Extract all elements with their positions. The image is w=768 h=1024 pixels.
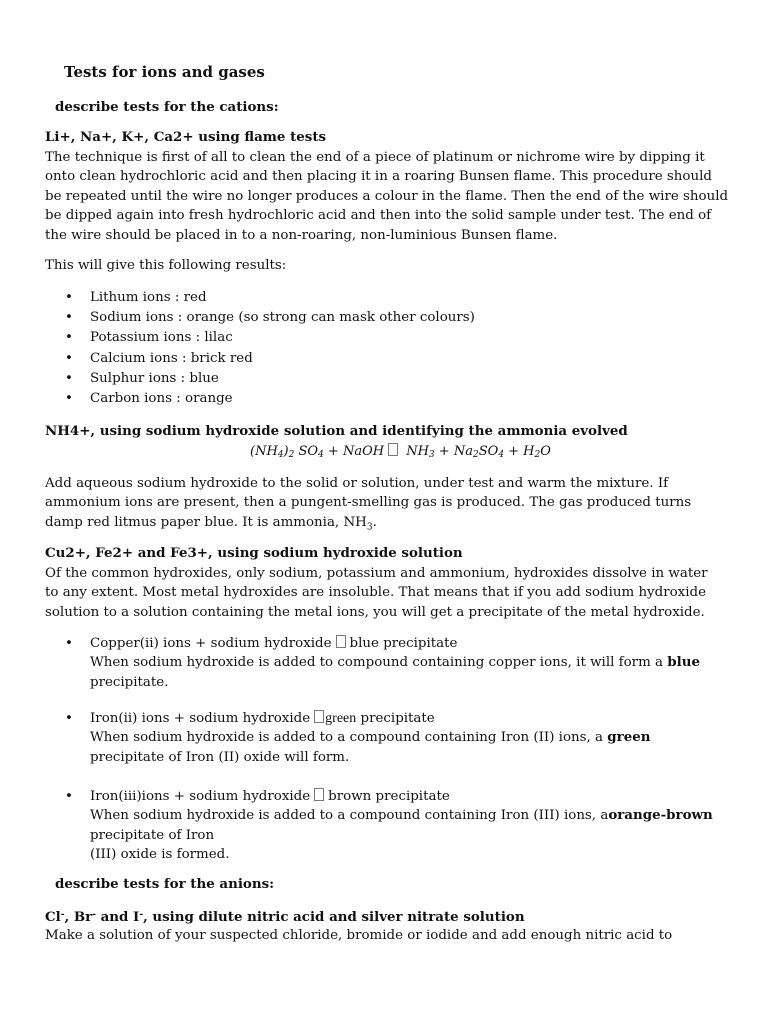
item-text: Copper(ii) ions + sodium hydroxide xyxy=(90,636,332,651)
item-body xyxy=(65,653,725,692)
halides-paragraph: Make a solution of your suspected chloride, bromide or iodide and add enough nitric acid to xyxy=(45,928,673,943)
paragraph-line: be dipped again into fresh hydrochloric acid and then into the solid sample under test. The end of xyxy=(45,208,712,224)
paragraph-line: The technique is first of all to clean the end of a piece of platinum or nichrome wire by dipping it xyxy=(45,150,705,165)
item-text: When sodium hydroxide is added to compound containing copper ions, it will form a xyxy=(90,655,664,671)
item-text: precipitate of Iron xyxy=(90,827,215,843)
iron-iii-test-item xyxy=(65,787,725,865)
copper-test-item xyxy=(65,634,725,692)
item-text: (III) oxide is formed. xyxy=(90,847,230,863)
list-item: • Potassium ions : lilac xyxy=(65,328,475,348)
heading-text: Cl xyxy=(45,909,61,925)
list-item: • Sulphur ions : blue xyxy=(65,369,475,389)
equation-text: NH xyxy=(402,444,429,459)
equation-subscript: 4 xyxy=(277,450,284,460)
equation-text: O xyxy=(540,444,551,459)
equation-text: + NaOH xyxy=(323,444,385,459)
flame-test-heading: Li+, Na+, K+, Ca2+ using flame tests xyxy=(45,129,327,145)
arrow-placeholder-icon xyxy=(336,635,346,648)
paragraph-line: Add aqueous sodium hydroxide to the solid or solution, under test and warm the mixture. If xyxy=(45,476,669,491)
equation-text: (NH xyxy=(250,444,278,459)
equation-text: + Na xyxy=(434,444,473,459)
list-item: • Sodium ions : orange (so strong can mask other colours) xyxy=(65,308,475,328)
item-body xyxy=(65,728,725,767)
arrow-placeholder-icon xyxy=(388,443,398,456)
item-text: precipitate. xyxy=(90,674,169,690)
charge-superscript: - xyxy=(139,910,144,920)
equation-text: + H xyxy=(504,444,535,459)
item-text: precipitate of Iron (II) oxide will form. xyxy=(90,749,350,765)
flame-test-paragraph xyxy=(45,148,735,245)
paragraph-line: ammonium ions are present, then a pungent-smelling gas is produced. The gas produced turns xyxy=(45,495,692,511)
iron-ii-test-item xyxy=(65,709,725,767)
equation-text: ) xyxy=(283,444,289,459)
flame-results-list xyxy=(65,288,475,409)
halides-heading xyxy=(45,906,525,927)
anions-heading: describe tests for the anions: xyxy=(55,876,275,892)
list-item: • Lithum ions : red xyxy=(65,288,475,308)
emphasis-text: orange-brown xyxy=(608,807,713,824)
item-text: When sodium hydroxide is added to a compound containing Iron (II) ions, a xyxy=(90,730,604,746)
equation-subscript: 4 xyxy=(498,450,504,460)
equation-subscript: 2 xyxy=(534,450,541,460)
heading-text: , using dilute nitric acid and silver nitrate solution xyxy=(143,909,525,925)
paragraph-line: solution to a solution containing the metal ions, you will get a precipitate of the metal hydroxide. xyxy=(45,604,705,620)
equation-subscript: 4 xyxy=(318,450,324,460)
item-text: Iron(ii) ions + sodium hydroxide xyxy=(90,711,311,726)
item-text: When sodium hydroxide is added to a compound containing Iron (III) ions, a xyxy=(90,808,609,824)
line-text: . xyxy=(372,514,377,530)
ammonium-paragraph xyxy=(45,474,735,538)
page-title: Tests for ions and gases xyxy=(64,63,265,81)
paragraph-line: Of the common hydroxides, only sodium, potassium and ammonium, hydroxides dissolve in water xyxy=(45,566,708,581)
item-text: Iron(iii)ions + sodium hydroxide xyxy=(90,789,311,804)
equation-text: SO xyxy=(294,444,319,459)
cations-heading: describe tests for the cations: xyxy=(55,99,279,115)
equation-subscript: 2 xyxy=(472,450,479,460)
equation-subscript: 3 xyxy=(428,450,435,460)
equation-subscript: 2 xyxy=(288,450,295,460)
ammonium-heading: NH4+, using sodium hydroxide solution and identifying the ammonia evolved xyxy=(45,423,628,439)
paragraph-line xyxy=(45,513,735,538)
paragraph-line: to any extent. Most metal hydroxides are insoluble. That means that if you add sodium hydroxide xyxy=(45,585,706,601)
item-text: blue precipitate xyxy=(349,636,458,651)
heading-text: , Br xyxy=(64,909,93,925)
emphasis-text: blue xyxy=(667,654,700,671)
item-text: brown precipitate xyxy=(328,789,450,804)
emphasis-text: green xyxy=(607,729,651,746)
paragraph-line: the wire should be placed in to a non-roaring, non-luminious Bunsen flame. xyxy=(45,227,558,243)
metal-ions-paragraph xyxy=(45,564,735,622)
line-text: damp red litmus paper blue. It is ammonia, NH xyxy=(45,514,367,530)
heading-text: and I xyxy=(95,909,140,925)
item-heading xyxy=(65,709,725,728)
charge-superscript: - xyxy=(92,910,96,920)
equation-text: SO xyxy=(478,444,499,459)
formula-subscript: 3 xyxy=(366,522,373,533)
list-item: • Carbon ions : orange xyxy=(65,389,475,409)
item-text: green xyxy=(325,711,357,726)
metal-ions-heading: Cu2+, Fe2+ and Fe3+, using sodium hydroxide solution xyxy=(45,545,463,561)
charge-superscript: - xyxy=(60,910,65,920)
results-intro: This will give this following results: xyxy=(45,258,287,273)
item-heading xyxy=(65,634,725,653)
paragraph-line: be repeated until the wire no longer produces a colour in the flame. Then the end of the wire should xyxy=(45,188,729,204)
ammonium-equation xyxy=(250,442,551,465)
list-item: • Calcium ions : brick red xyxy=(65,349,475,369)
arrow-placeholder-icon xyxy=(314,710,324,723)
paragraph-line: onto clean hydrochloric acid and then placing it in a roaring Bunsen flame. This procedure should xyxy=(45,169,712,185)
item-body xyxy=(65,806,725,864)
item-heading xyxy=(65,787,725,806)
item-text: precipitate xyxy=(360,711,435,726)
arrow-placeholder-icon xyxy=(314,788,324,801)
